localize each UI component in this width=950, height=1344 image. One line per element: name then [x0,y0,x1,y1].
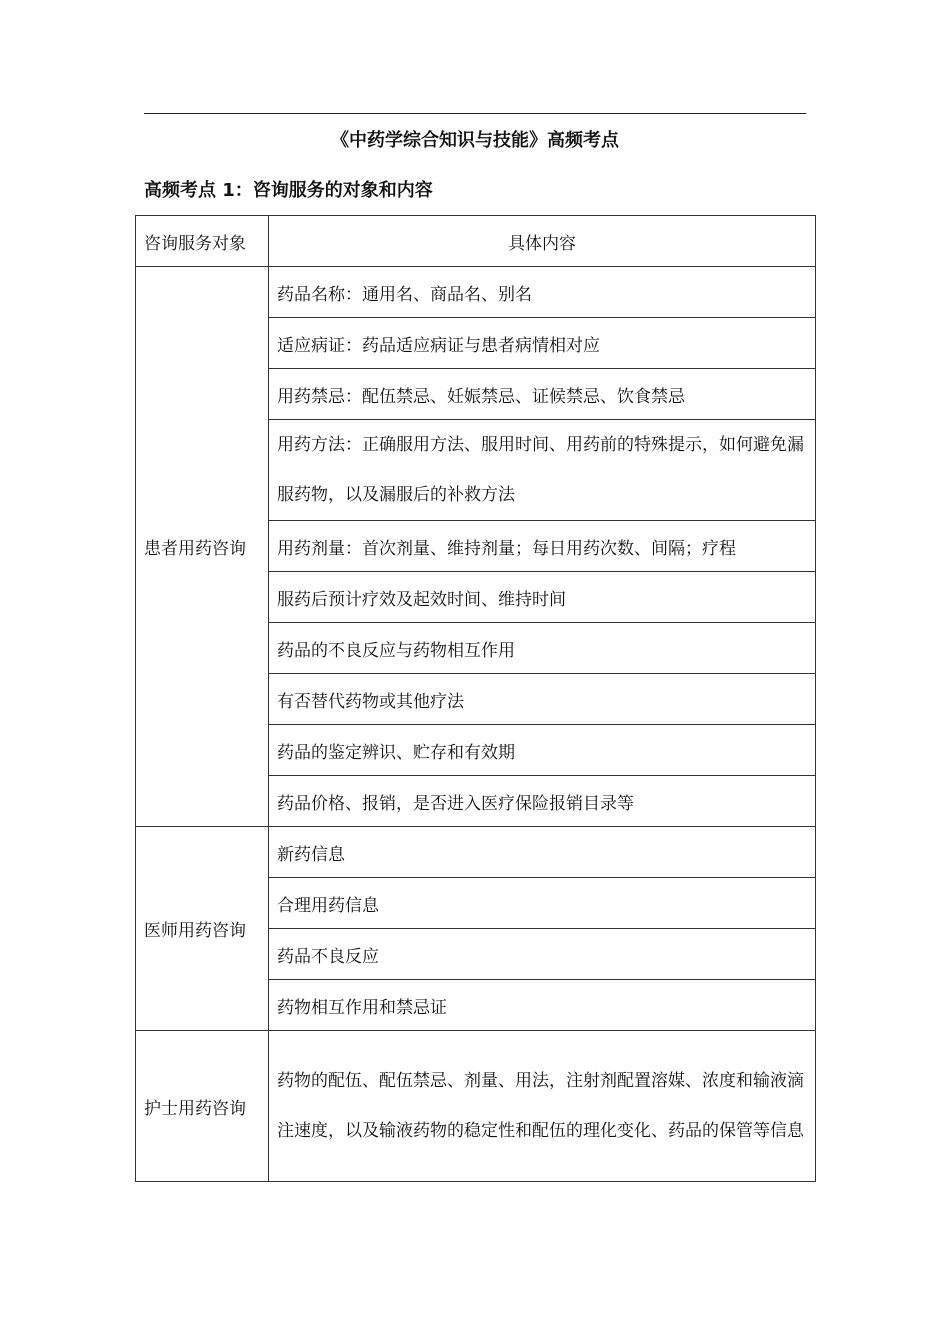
table-cell: 药品的鉴定辨识、贮存和有效期 [269,725,816,776]
table-cell: 服药后预计疗效及起效时间、维持时间 [269,572,816,623]
table-row [136,1031,816,1182]
table-cell: 药品不良反应 [269,929,816,980]
table-row [136,267,816,318]
table-cell: 药品价格、报销，是否进入医疗保险报销目录等 [269,776,816,827]
table-cell: 新药信息 [269,827,816,878]
header-content: 具体内容 [269,216,816,267]
table-cell: 合理用药信息 [269,878,816,929]
table-cell: 有否替代药物或其他疗法 [269,674,816,725]
table-cell: 用药剂量：首次剂量、维持剂量；每日用药次数、间隔；疗程 [269,521,816,572]
category-patient: 患者用药咨询 [136,267,269,827]
table-cell: 药品名称：通用名、商品名、别名 [269,267,816,318]
header-rule [144,113,806,114]
table-row [136,827,816,878]
section-title: 高频考点 1：咨询服务的对象和内容 [144,180,433,201]
table-cell: 药品的不良反应与药物相互作用 [269,623,816,674]
table-cell: 药物相互作用和禁忌证 [269,980,816,1031]
document-title: 《中药学综合知识与技能》高频考点 [331,130,619,151]
table-cell: 适应病证：药品适应病证与患者病情相对应 [269,318,816,369]
table-header-row [136,216,816,267]
header-consult-target: 咨询服务对象 [136,216,269,267]
consultation-table [135,215,816,1182]
category-physician: 医师用药咨询 [136,827,269,1031]
table-cell: 用药禁忌：配伍禁忌、妊娠禁忌、证候禁忌、饮食禁忌 [269,369,816,420]
category-nurse: 护士用药咨询 [136,1031,269,1182]
table-cell: 药物的配伍、配伍禁忌、剂量、用法，注射剂配置溶媒、浓度和输液滴注速度，以及输液药物的稳定性和配伍的理化变化、药品的保管等信息 [269,1031,816,1182]
table-cell: 用药方法：正确服用方法、服用时间、用药前的特殊提示，如何避免漏服药物，以及漏服后的补救方法 [269,420,816,521]
